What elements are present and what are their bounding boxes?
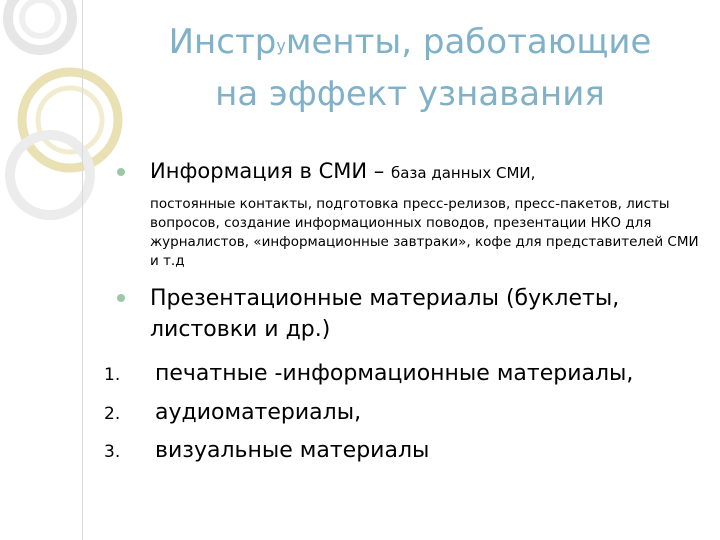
ring-top-left-inner	[22, 0, 58, 36]
bullet-dot-1	[117, 168, 125, 176]
ring-grey-mid	[10, 135, 90, 215]
bullet-1-heading-small: база данных СМИ,	[390, 164, 536, 182]
list-number-3: 3.	[104, 442, 121, 462]
vertical-divider	[82, 0, 83, 540]
bullet-2-line-1: Презентационные материалы (буклеты,	[150, 286, 620, 311]
bullet-1-body: постоянные контакты, подготовка пресс-релизов, пресс-пакетов, листы вопросов, создание информационных поводов, презентации НКО для журналистов, «информационные завтраки», кофе для представителей СМИ и т.д	[150, 196, 699, 269]
bullet-2-line-2: листовки и др.)	[150, 317, 331, 342]
title-part-2: менты, работающие	[285, 22, 652, 62]
list-number-1: 1.	[104, 365, 121, 385]
title-line-2: на эффект узнавания	[215, 74, 605, 114]
bullet-dot-2	[117, 294, 125, 302]
slide-title	[120, 18, 700, 118]
ring-top-left	[8, 0, 72, 50]
title-line-1	[120, 18, 700, 70]
list-item-2: аудиоматериалы,	[155, 400, 362, 425]
bullet-1-heading-main: Информация в СМИ –	[150, 159, 385, 183]
list-item-3: визуальные материалы	[155, 438, 430, 463]
ring-gold-inner	[38, 88, 102, 152]
bullet-1-heading	[150, 159, 535, 183]
ring-gold	[22, 72, 118, 168]
title-part-1: Инстр	[168, 22, 277, 62]
title-sub-letter: у	[276, 36, 286, 55]
list-number-2: 2.	[104, 404, 121, 424]
list-item-1: печатные -информационные материалы,	[155, 361, 634, 386]
